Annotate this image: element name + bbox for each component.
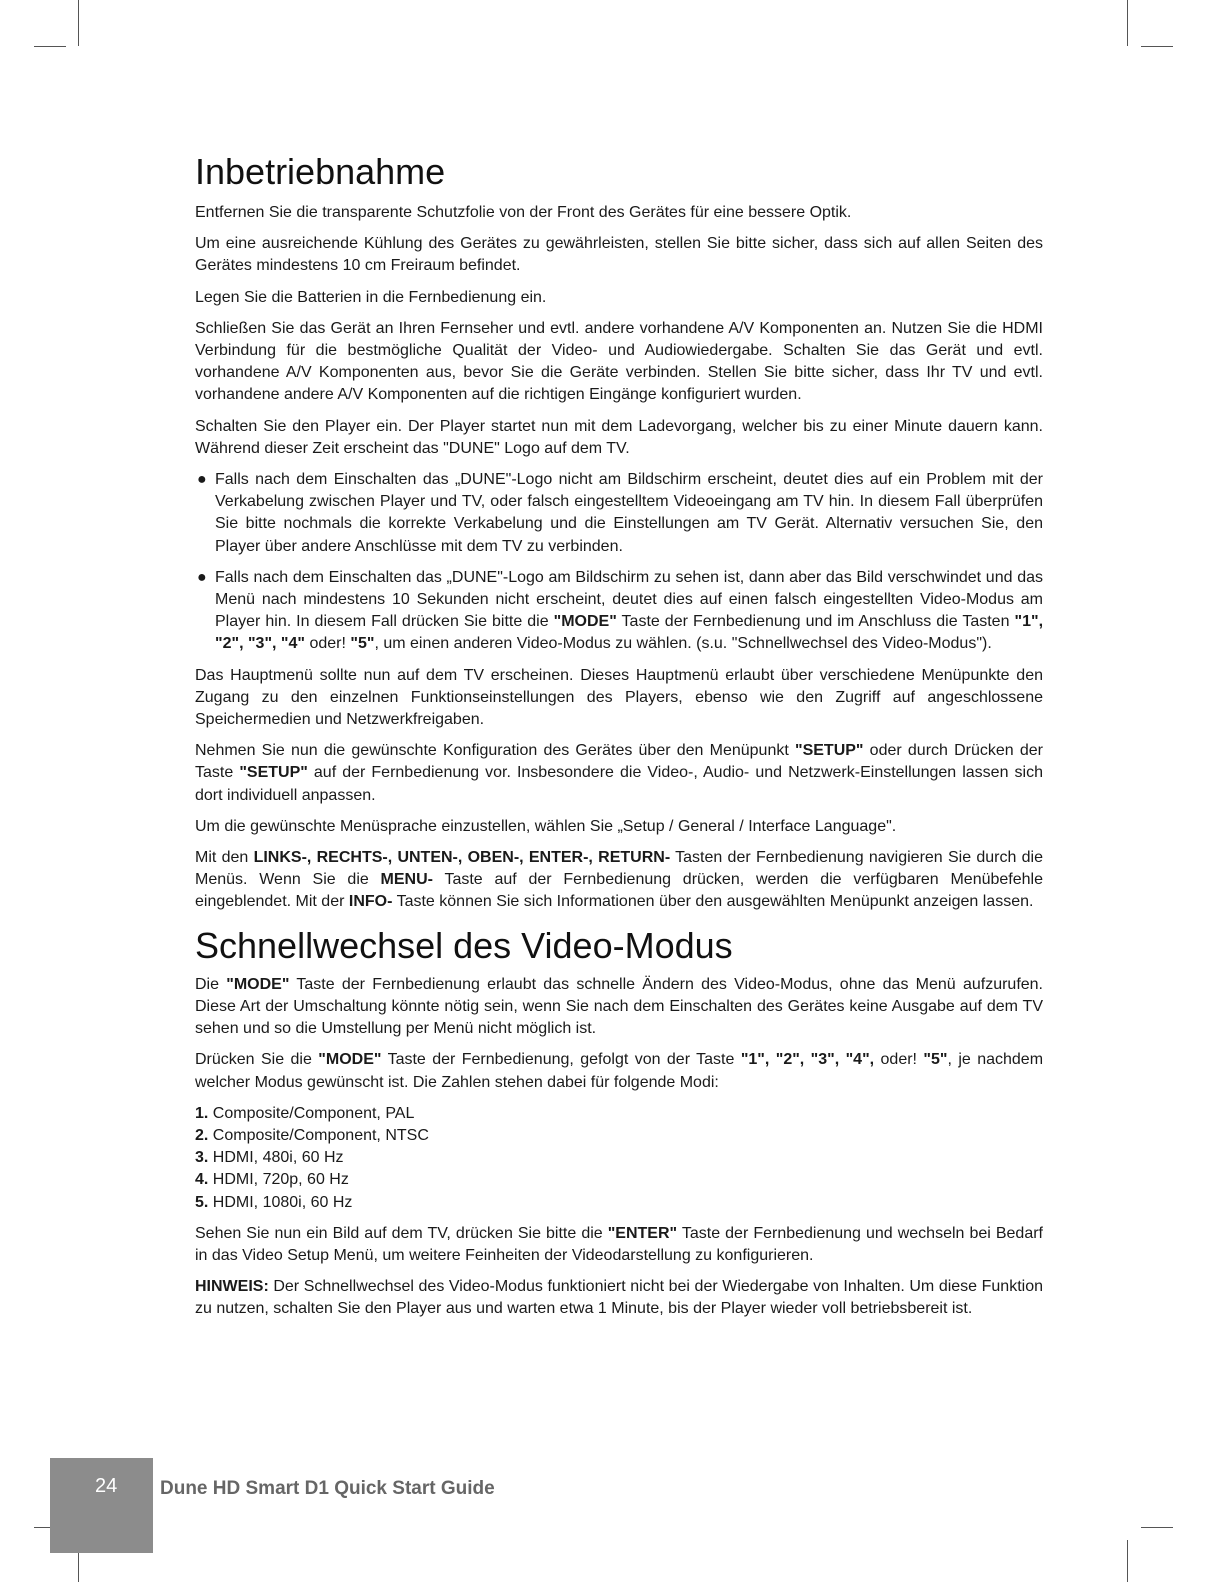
paragraph: Um die gewünschte Menüsprache einzustellen, wählen Sie „Setup / General / Interface Language". (195, 817, 897, 835)
footer-page-box (50, 1458, 153, 1553)
crop-mark (1141, 1527, 1173, 1528)
page-content (195, 152, 1043, 1330)
mode-list-item: 3. HDMI, 480i, 60 Hz (195, 1149, 344, 1167)
paragraph: Sehen Sie nun ein Bild auf dem TV, drücken Sie bitte die "ENTER" Taste der Fernbedienung und wechseln bei Bedarf in das Video Setup Menü, um weitere Feinheiten der Videodarstellung zu konfigurieren. (195, 1224, 1043, 1264)
mode-list (195, 1103, 1043, 1214)
mode-list-item: 2. Composite/Component, NTSC (195, 1126, 429, 1144)
bullet-item (195, 567, 1043, 656)
crop-mark (34, 46, 66, 47)
bullet-icon: ● (197, 568, 207, 586)
crop-mark (78, 0, 79, 46)
crop-mark (1127, 1540, 1128, 1582)
mode-list-item: 5. HDMI, 1080i, 60 Hz (195, 1193, 353, 1211)
paragraph: Um eine ausreichende Kühlung des Gerätes zu gewährleisten, stellen Sie bitte sicher, dass sich auf allen Seiten des Gerätes mindestens 10 cm Freiraum befindet. (195, 235, 1043, 275)
bullet-text: Falls nach dem Einschalten das „DUNE"-Logo am Bildschirm zu sehen ist, dann aber das Bild verschwindet und das Menü nach mindestens 10 Sekunden nicht erscheint, deutet dies auf einen falsch eingestellten Video-Modus am Player hin. In diesem Fall drücken Sie bitte die "MODE" Taste der Fernbedienung und im Anschluss die Tasten "1", "2", "3", "4" oder! "5", um einen anderen Video-Modus zu wählen. (s.u. "Schnellwechsel des Video-Modus"). (215, 568, 1044, 653)
bullet-text: Falls nach dem Einschalten das „DUNE"-Logo nicht am Bildschirm erscheint, deutet dies auf ein Problem mit der Verkabelung zwischen Player und TV, oder falsch eingestelltem Videoeingang am TV hin. In diesem Fall überprüfen Sie bitte nochmals die korrekte Verkabelung und die Einstellungen am TV Gerät. Alternativ versuchen Sie, den Player über andere Anschlüsse mit dem TV zu verbinden. (215, 471, 1043, 555)
paragraph: Mit den LINKS-, RECHTS-, UNTEN-, OBEN-, ENTER-, RETURN- Tasten der Fernbedienung navigieren Sie durch die Menüs. Wenn Sie die MENU- Taste auf der Fernbedienung drücken, werden die verfügbaren Menübefehle eingeblendet. Mit der INFO- Taste können Sie sich Informationen über den ausgewählten Menüpunkt anzeigen lassen. (195, 849, 1044, 911)
paragraph: Schließen Sie das Gerät an Ihren Fernseher und evtl. andere vorhandene A/V Komponenten an. Nutzen Sie die HDMI Verbindung für die bestmögliche Qualität der Video- und Audiowiedergabe. Schalten Sie das Gerät und evtl. vorhandene A/V Komponenten aus, bevor Sie die Geräte verbinden. Stellen Sie bitte sicher, dass Ihr TV und evtl. vorhandene andere A/V Komponenten auf die richtigen Eingänge konfiguriert wurden. (195, 319, 1043, 404)
footer-guide-title: Dune HD Smart D1 Quick Start Guide (160, 1478, 495, 1499)
crop-mark (1127, 0, 1128, 46)
paragraph: Die "MODE" Taste der Fernbedienung erlaubt das schnelle Ändern des Video-Modus, ohne das Menü aufzurufen. Diese Art der Umschaltung könnte nötig sein, wenn Sie nach dem Einschalten des Gerätes keine Ausgabe auf dem TV sehen und so die Umstellung per Menü nicht möglich ist. (195, 975, 1043, 1038)
section-title-schnellwechsel: Schnellwechsel des Video-Modus (195, 924, 733, 966)
mode-list-item: 1. Composite/Component, PAL (195, 1104, 415, 1122)
mode-list-item: 4. HDMI, 720p, 60 Hz (195, 1171, 349, 1189)
paragraph: Entfernen Sie die transparente Schutzfolie von der Front des Gerätes für eine bessere Optik. (195, 204, 852, 221)
paragraph: Nehmen Sie nun die gewünschte Konfiguration des Gerätes über den Menüpunkt "SETUP" oder durch Drücken der Taste "SETUP" auf der Fernbedienung vor. Insbesondere die Video-, Audio- und Netzwerk-Einstellungen lassen sich dort individuell anpassen. (195, 742, 1044, 804)
paragraph: Schalten Sie den Player ein. Der Player startet nun mit dem Ladevorgang, welcher bis zu einer Minute dauern kann. Während dieser Zeit erscheint das "DUNE" Logo auf dem TV. (195, 417, 1043, 457)
page-number: 24 (95, 1475, 118, 1497)
note-paragraph: HINWEIS: Der Schnellwechsel des Video-Modus funktioniert nicht bei der Wiedergabe von Inhalten. Um diese Funktion zu nutzen, schalten Sie den Player aus und warten etwa 1 Minute, bis der Player wieder voll betriebsbereit ist. (195, 1278, 1043, 1318)
crop-mark (1141, 46, 1173, 47)
bullet-item (195, 469, 1043, 558)
paragraph: Legen Sie die Batterien in die Fernbedienung ein. (195, 288, 547, 306)
paragraph: Drücken Sie die "MODE" Taste der Fernbedienung, gefolgt von der Taste "1", "2", "3", "4", oder! "5", je nachdem welcher Modus gewünscht ist. Die Zahlen stehen dabei für folgende Modi: (195, 1051, 1044, 1091)
bullet-icon: ● (197, 471, 207, 489)
paragraph: Das Hauptmenü sollte nun auf dem TV erscheinen. Dieses Hauptmenü erlaubt über verschiedene Menüpunkte den Zugang zu den einzelnen Funktionseinstellungen des Players, ebenso wie den Zugriff auf angeschlossene Speichermedien und Netzwerkfreigaben. (195, 666, 1043, 729)
section-title-inbetriebnahme: Inbetriebnahme (195, 151, 446, 192)
